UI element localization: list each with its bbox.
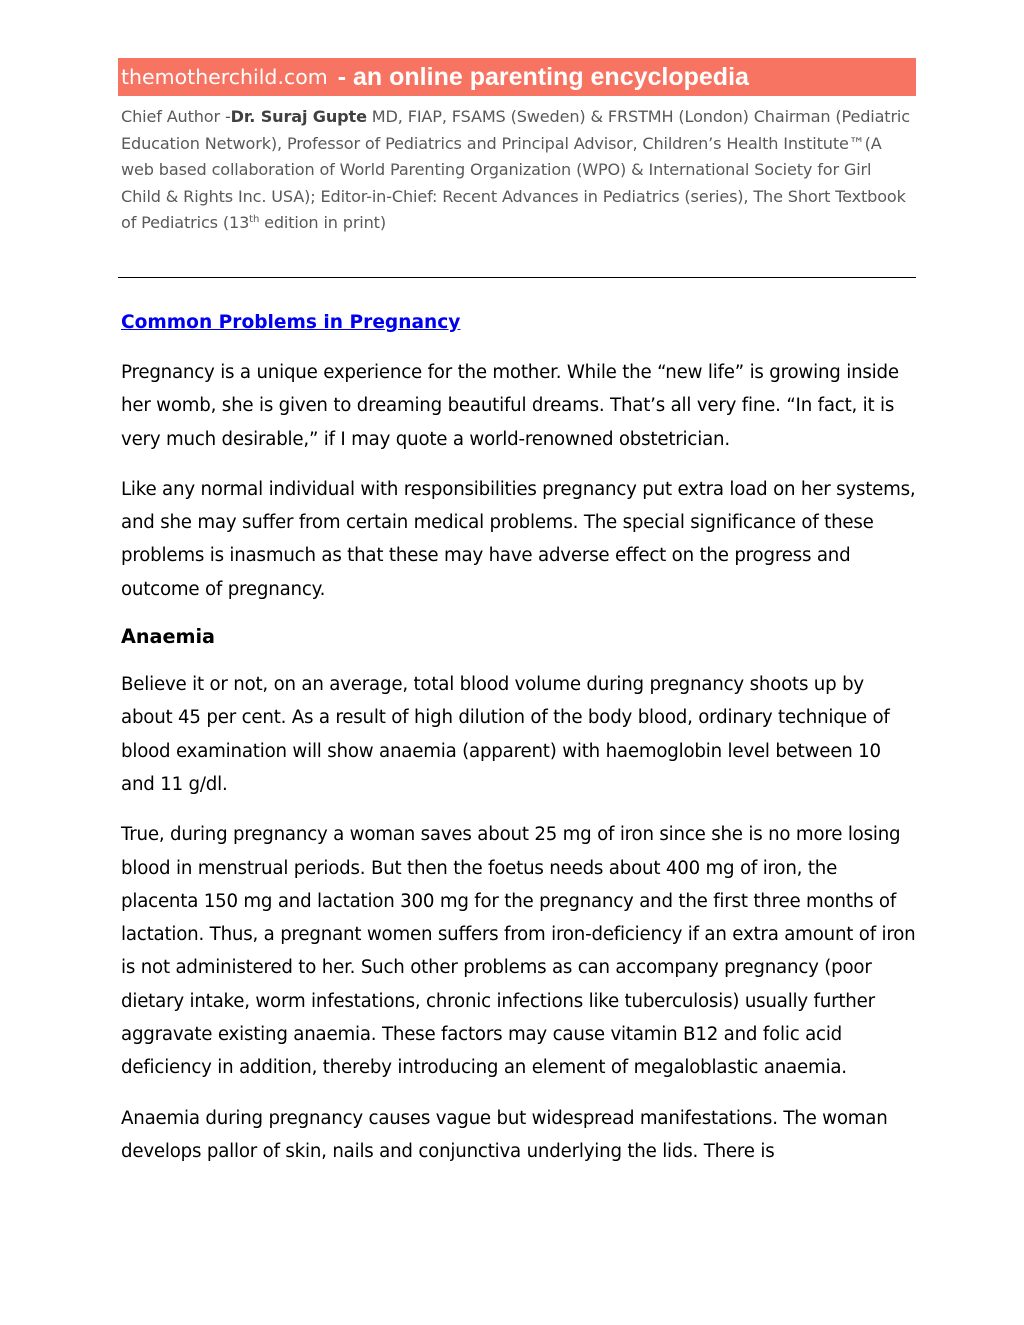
section-heading-anaemia: Anaemia: [121, 625, 215, 649]
section-paragraph: Believe it or not, on an average, total blood volume during pregnancy shoots up by about 45 per cent. As a result of high dilution of the body blood, ordinary technique of blood examination will show anaemia (apparent) with haemoglobin level between 10 and 11 g/dl.: [121, 674, 890, 795]
author-credentials-end: edition in print): [259, 213, 386, 233]
site-banner: [118, 58, 916, 96]
author-byline: [118, 104, 916, 237]
section-paragraph: True, during pregnancy a woman saves about 25 mg of iron since she is no more losing blood in menstrual periods. But then the foetus needs about 400 mg of iron, the placenta 150 mg and lactation 300 mg for the pregnancy and the first three months of lactation. Thus, a pregnant women suffers from iron-deficiency if an extra amount of iron is not administered to her. Such other problems as can accompany pregnancy (poor dietary intake, worm infestations, chronic infections like tuberculosis) usually further aggravate existing anaemia. These factors may cause vitamin B12 and folic acid deficiency in addition, thereby introducing an element of megaloblastic anaemia.: [121, 824, 916, 1079]
article-title-link[interactable]: Common Problems in Pregnancy: [121, 312, 461, 333]
site-name: themotherchild.com: [121, 65, 328, 89]
intro-paragraph: Pregnancy is a unique experience for the mother. While the “new life” is growing inside her womb, she is given to dreaming beautiful dreams. That’s all very fine. “In fact, it is very much desirable,” if I may quote a world-renowned obstetrician.: [121, 362, 899, 450]
byline-prefix: Chief Author -: [121, 107, 231, 126]
header-divider: [118, 277, 916, 278]
edition-superscript: th: [249, 214, 260, 226]
author-name: Dr. Suraj Gupte: [230, 107, 367, 126]
page-content: [118, 58, 916, 1162]
article-body: [121, 307, 916, 1185]
intro-paragraph: Like any normal individual with responsibilities pregnancy put extra load on her systems, and she may suffer from certain medical problems. The special significance of these problems is inasmuch as that these may have adverse effect on the progress and outcome of pregnancy.: [121, 478, 916, 600]
author-credentials: MD, FIAP, FSAMS (Sweden) & FRSTMH (London) Chairman (Pediatric Education Network), Professor of Pediatrics and Principal Advisor, Children’s Health Institute™(A web based collaboration of World Parenting Organization (WPO) & International Society for Girl Child & Rights Inc. USA); Editor-in-Chief: Recent Advances in Pediatrics (series), The Short Textbook of Pediatrics (13: [121, 107, 910, 233]
section-paragraph: Anaemia during pregnancy causes vague but widespread manifestations. The woman develops pallor of skin, nails and conjunctiva underlying the lids. There is: [121, 1107, 888, 1162]
site-tagline: - an online parenting encyclopedia: [337, 62, 749, 91]
